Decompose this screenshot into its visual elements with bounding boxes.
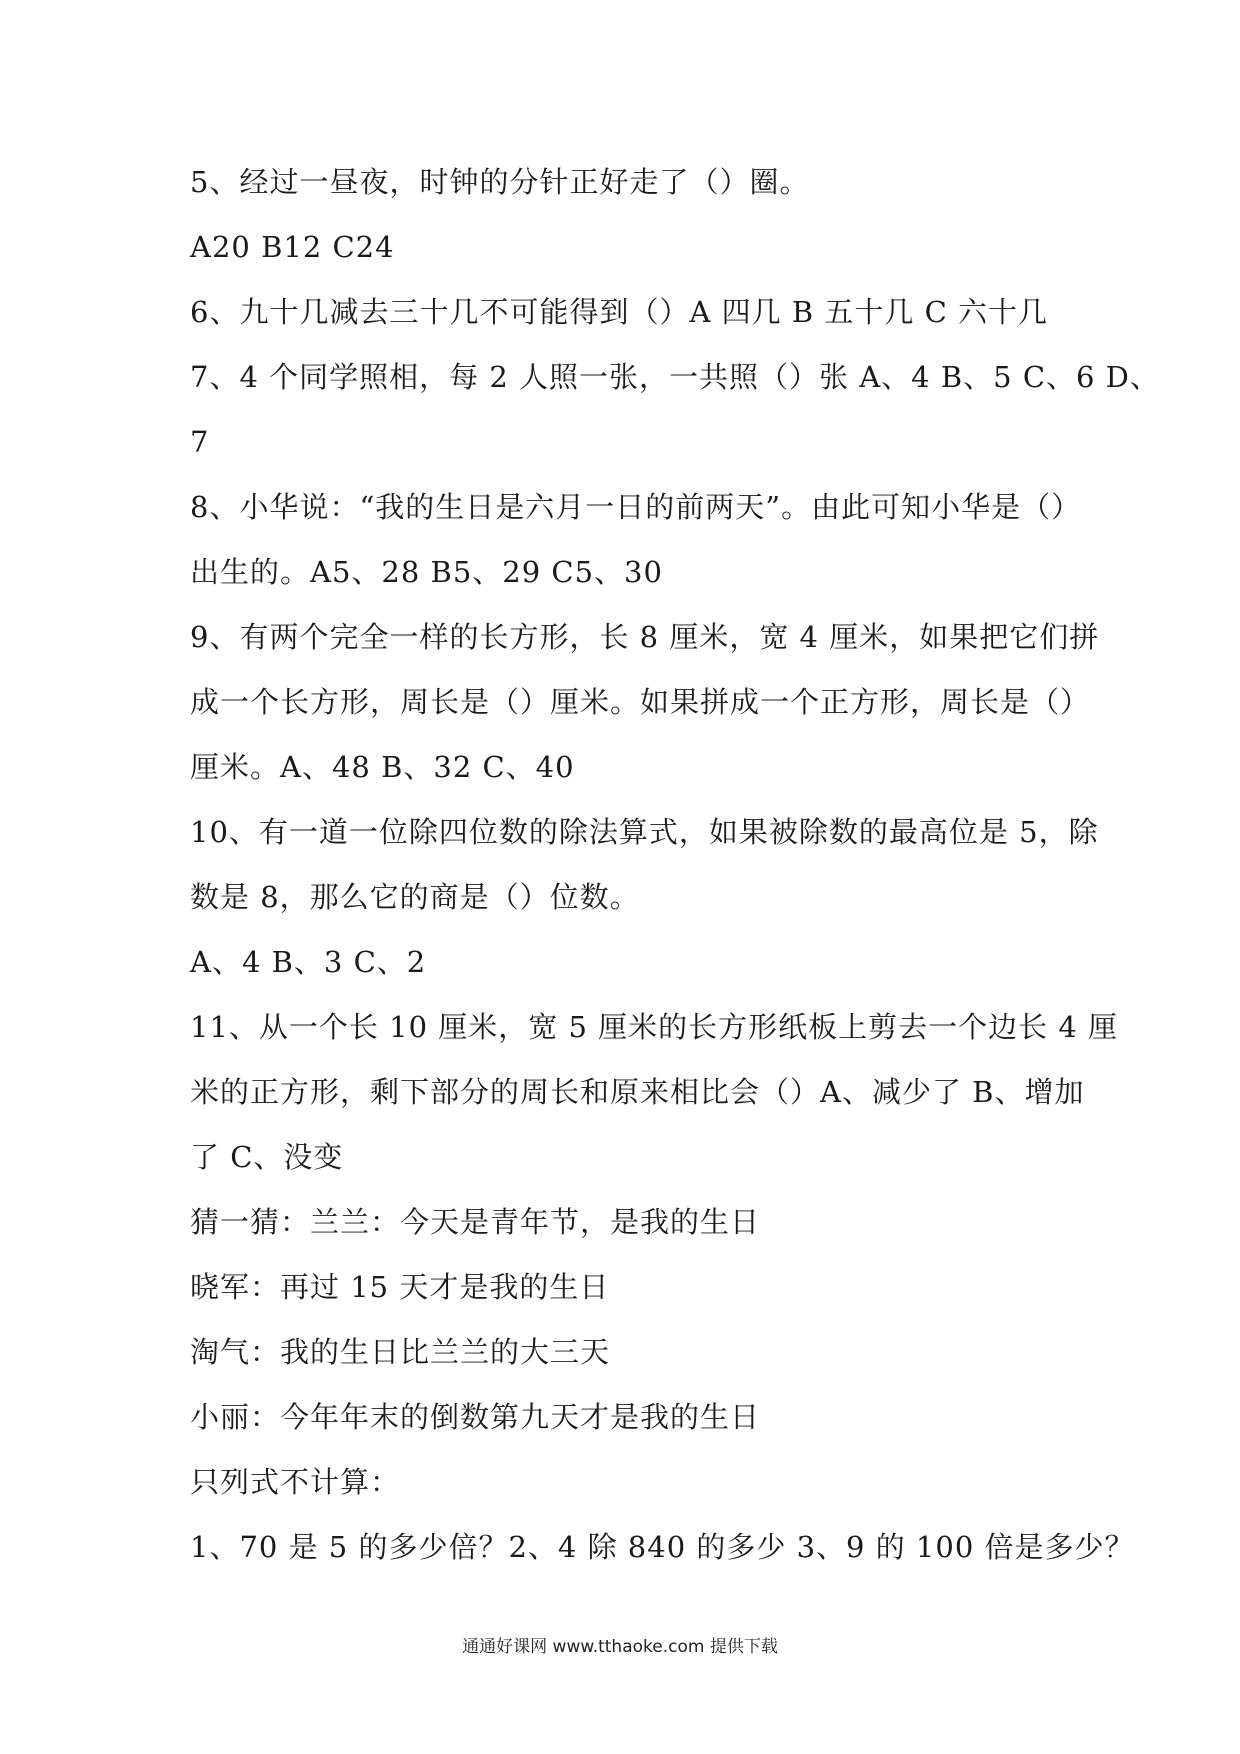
- question-10-continuation: 数是 8，那么它的商是（）位数。: [190, 880, 640, 914]
- question-11-options: 了 C、没变: [190, 1140, 344, 1174]
- question-8-options: 出生的。A5、28 B5、29 C5、30: [190, 555, 663, 589]
- riddle-lanlan: 猜一猜：兰兰：今天是青年节，是我的生日: [190, 1205, 761, 1239]
- question-5-options: A20 B12 C24: [190, 230, 395, 264]
- footer-credit: 通通好课网 www.tthaoke.com 提供下载: [462, 1637, 778, 1657]
- question-9-options: 厘米。A、48 B、32 C、40: [190, 750, 575, 784]
- question-7-continuation: 7: [190, 425, 210, 459]
- riddle-taoqi: 淘气：我的生日比兰兰的大三天: [190, 1335, 611, 1369]
- formula-questions: 1、70 是 5 的多少倍？2、4 除 840 的多少 3、9 的 100 倍是多少？: [190, 1530, 1135, 1564]
- question-9-text: 9、有两个完全一样的长方形，长 8 厘米，宽 4 厘米，如果把它们拼: [190, 620, 1100, 654]
- document-body: [190, 150, 1160, 1580]
- question-10-options: A、4 B、3 C、2: [190, 945, 427, 979]
- question-5-text: 5、经过一昼夜，时钟的分针正好走了（）圈。: [190, 165, 810, 199]
- question-9-continuation: 成一个长方形，周长是（）厘米。如果拼成一个正方形，周长是（）: [190, 685, 1091, 719]
- section-heading-formula-only: 只列式不计算：: [190, 1465, 401, 1499]
- question-8-text: 8、小华说：“我的生日是六月一日的前两天”。由此可知小华是（）: [190, 490, 1082, 524]
- question-7-text: 7、4 个同学照相，每 2 人照一张，一共照（）张 A、4 B、5 C、6 D、: [190, 360, 1160, 394]
- riddle-xiaojun: 晓军：再过 15 天才是我的生日: [190, 1270, 610, 1304]
- riddle-xiaoli: 小丽：今年年末的倒数第九天才是我的生日: [190, 1400, 761, 1434]
- question-11-text: 11、从一个长 10 厘米，宽 5 厘米的长方形纸板上剪去一个边长 4 厘: [190, 1010, 1119, 1044]
- question-6-text: 6、九十几减去三十几不可能得到（）A 四几 B 五十几 C 六十几: [190, 295, 1048, 329]
- question-10-text: 10、有一道一位除四位数的除法算式，如果被除数的最高位是 5，除: [190, 815, 1099, 849]
- question-11-continuation: 米的正方形，剩下部分的周长和原来相比会（）A、减少了 B、增加: [190, 1075, 1085, 1109]
